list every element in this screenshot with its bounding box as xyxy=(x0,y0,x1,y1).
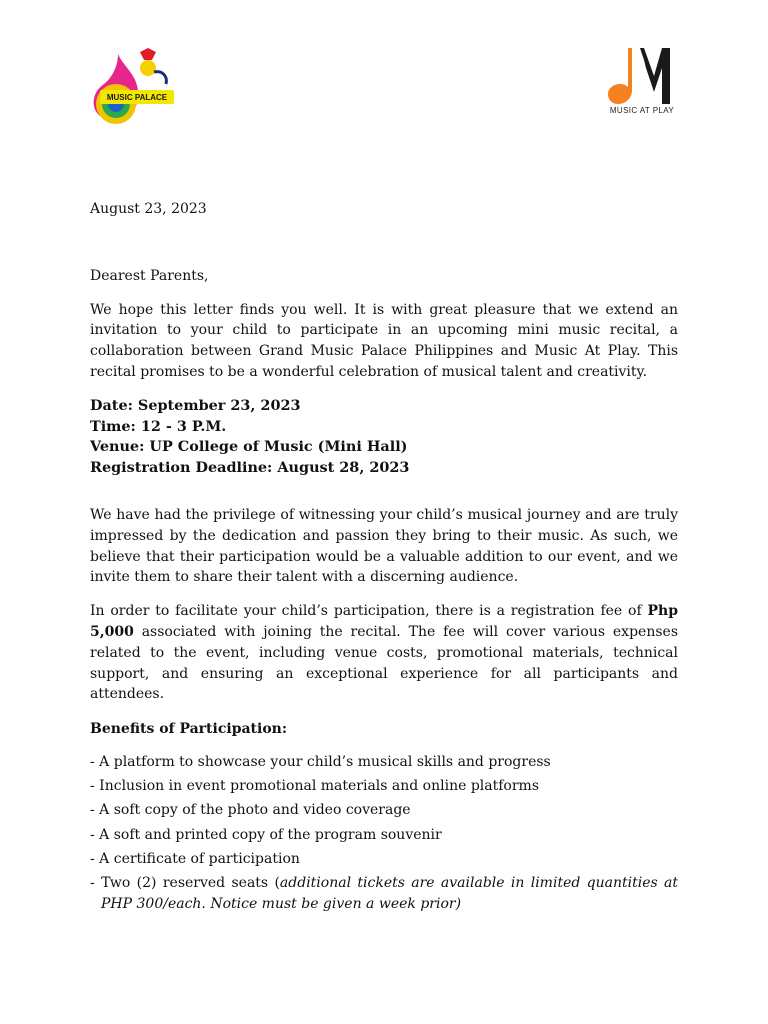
music-at-play-wordmark: MUSIC AT PLAY xyxy=(609,106,675,115)
benefit-item: - A platform to showcase your child’s musical skills and progress xyxy=(90,753,551,770)
benefit-item: - Inclusion in event promotional materials and online platforms xyxy=(90,778,540,795)
event-details xyxy=(90,396,678,479)
privilege-paragraph: We have had the privilege of witnessing your child’s musical journey and are truly impressed by the dedication and passion they bring to their music. As such, we believe that their participation would be a valuable addition to our event, and we invite them to share their talent with a discerning audience. xyxy=(90,506,678,586)
benefits-list xyxy=(90,752,678,915)
music-at-play-logo xyxy=(604,46,680,122)
reserved-seats-text: - Two (2) reserved seats ( xyxy=(90,874,280,891)
benefit-item: - A certificate of participation xyxy=(90,850,300,867)
event-venue: Venue: UP College of Music (Mini Hall) xyxy=(90,438,408,456)
event-time: Time: 12 - 3 P.M. xyxy=(90,417,227,435)
benefit-item-reserved-seats xyxy=(90,873,678,915)
reserved-seats-note: additional tickets are available in limited quantities at PHP 300/each. Notice must be given a week prior) xyxy=(101,874,678,912)
intro-paragraph: We hope this letter finds you well. It is with great pleasure that we extend an invitation to your child to participate in an upcoming mini music recital, a collaboration between Grand Music Palace Philippines and Music At Play. This recital promises to be a wonderful celebration of musical talent and creativity. xyxy=(90,301,678,380)
svg-text:MUSIC PALACE: MUSIC PALACE xyxy=(106,93,168,102)
fee-paragraph xyxy=(90,601,678,705)
grand-music-palace-logo xyxy=(88,46,180,132)
music-note-m-icon xyxy=(604,46,680,106)
fee-text-after: associated with joining the recital. The fee will cover various expenses related to the event, including venue costs, promotional materials, technical support, and ensuring an exceptional experience for all participants and attendees. xyxy=(90,623,678,703)
music-palace-emblem-icon xyxy=(88,46,180,132)
benefit-item: - A soft copy of the photo and video coverage xyxy=(90,802,411,819)
registration-fee: Php 5,000 xyxy=(90,603,678,640)
letter-date: August 23, 2023 xyxy=(90,201,207,217)
registration-deadline: Registration Deadline: August 28, 2023 xyxy=(90,459,410,477)
fee-text-before: In order to facilitate your child’s participation, there is a registration fee of xyxy=(90,603,648,620)
letter-body xyxy=(90,199,678,918)
benefits-heading: Benefits of Participation: xyxy=(90,721,288,738)
benefit-item: - A soft and printed copy of the program souvenir xyxy=(90,826,442,843)
event-date: Date: September 23, 2023 xyxy=(90,396,301,414)
salutation: Dearest Parents, xyxy=(90,267,209,284)
